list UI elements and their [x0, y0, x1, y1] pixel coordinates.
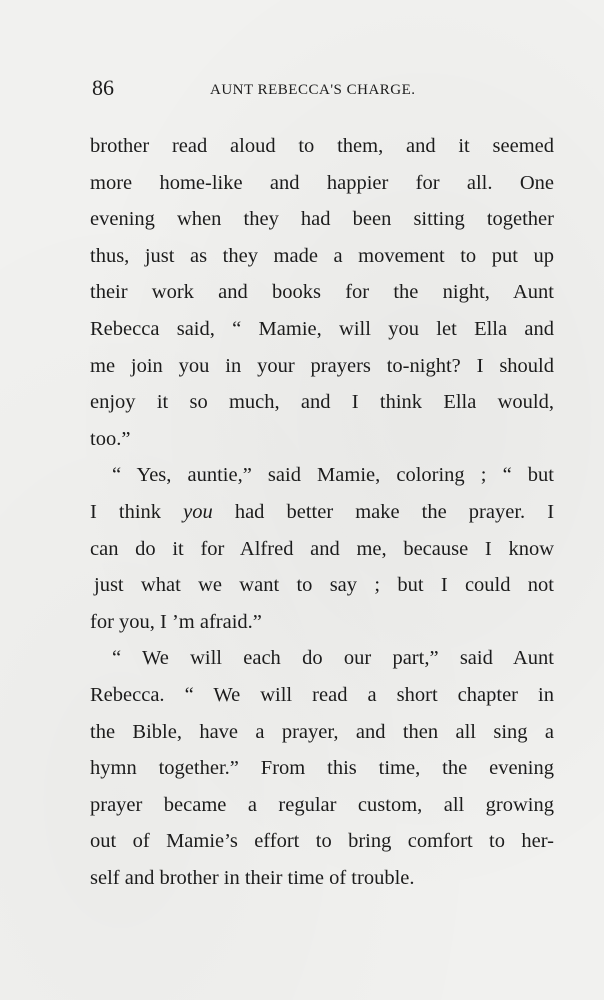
- text-line: “ Yes, auntie,” said Mamie, coloring ; “ but: [112, 464, 554, 487]
- text-segment: had better make the prayer. I: [234, 500, 555, 523]
- body-text: [90, 128, 554, 896]
- text-line: for you, I ’m afraid.”: [90, 610, 262, 633]
- text-line: Rebecca said, “ Mamie, will you let Ella and: [90, 317, 554, 340]
- text-line: Rebecca. “ We will read a short chapter in: [90, 683, 554, 706]
- text-line: self and brother in their time of trouble.: [90, 866, 415, 889]
- text-line: just what we want to say ; but I could not: [94, 574, 554, 597]
- text-line: brother read aloud to them, and it seemed: [90, 135, 554, 157]
- text-line: evening when they had been sitting together: [90, 208, 554, 231]
- emphasis-word: you: [183, 500, 213, 523]
- text-line: more home-like and happier for all. One: [90, 171, 554, 194]
- text-line: me join you in your prayers to-night? I should: [90, 354, 554, 377]
- text-line: thus, just as they made a movement to put up: [90, 244, 554, 267]
- running-title: AUNT REBECCA'S CHARGE.: [210, 82, 416, 98]
- text-line-with-emphasis: [90, 494, 554, 531]
- text-segment: I think: [90, 500, 162, 523]
- page-number: 86: [92, 75, 114, 100]
- text-line: prayer became a regular custom, all growing: [90, 793, 554, 816]
- text-line: out of Mamie’s effort to bring comfort to her-: [90, 830, 554, 853]
- text-line: too.”: [90, 427, 131, 450]
- text-line: “ We will each do our part,” said Aunt: [112, 647, 554, 670]
- text-line: their work and books for the night, Aunt: [90, 281, 554, 304]
- text-line: hymn together.” From this time, the evening: [90, 757, 554, 780]
- text-line: the Bible, have a prayer, and then all sing a: [90, 720, 554, 743]
- text-line: can do it for Alfred and me, because I know: [90, 537, 554, 560]
- text-line: enjoy it so much, and I think Ella would,: [90, 391, 554, 414]
- running-head: [92, 75, 554, 111]
